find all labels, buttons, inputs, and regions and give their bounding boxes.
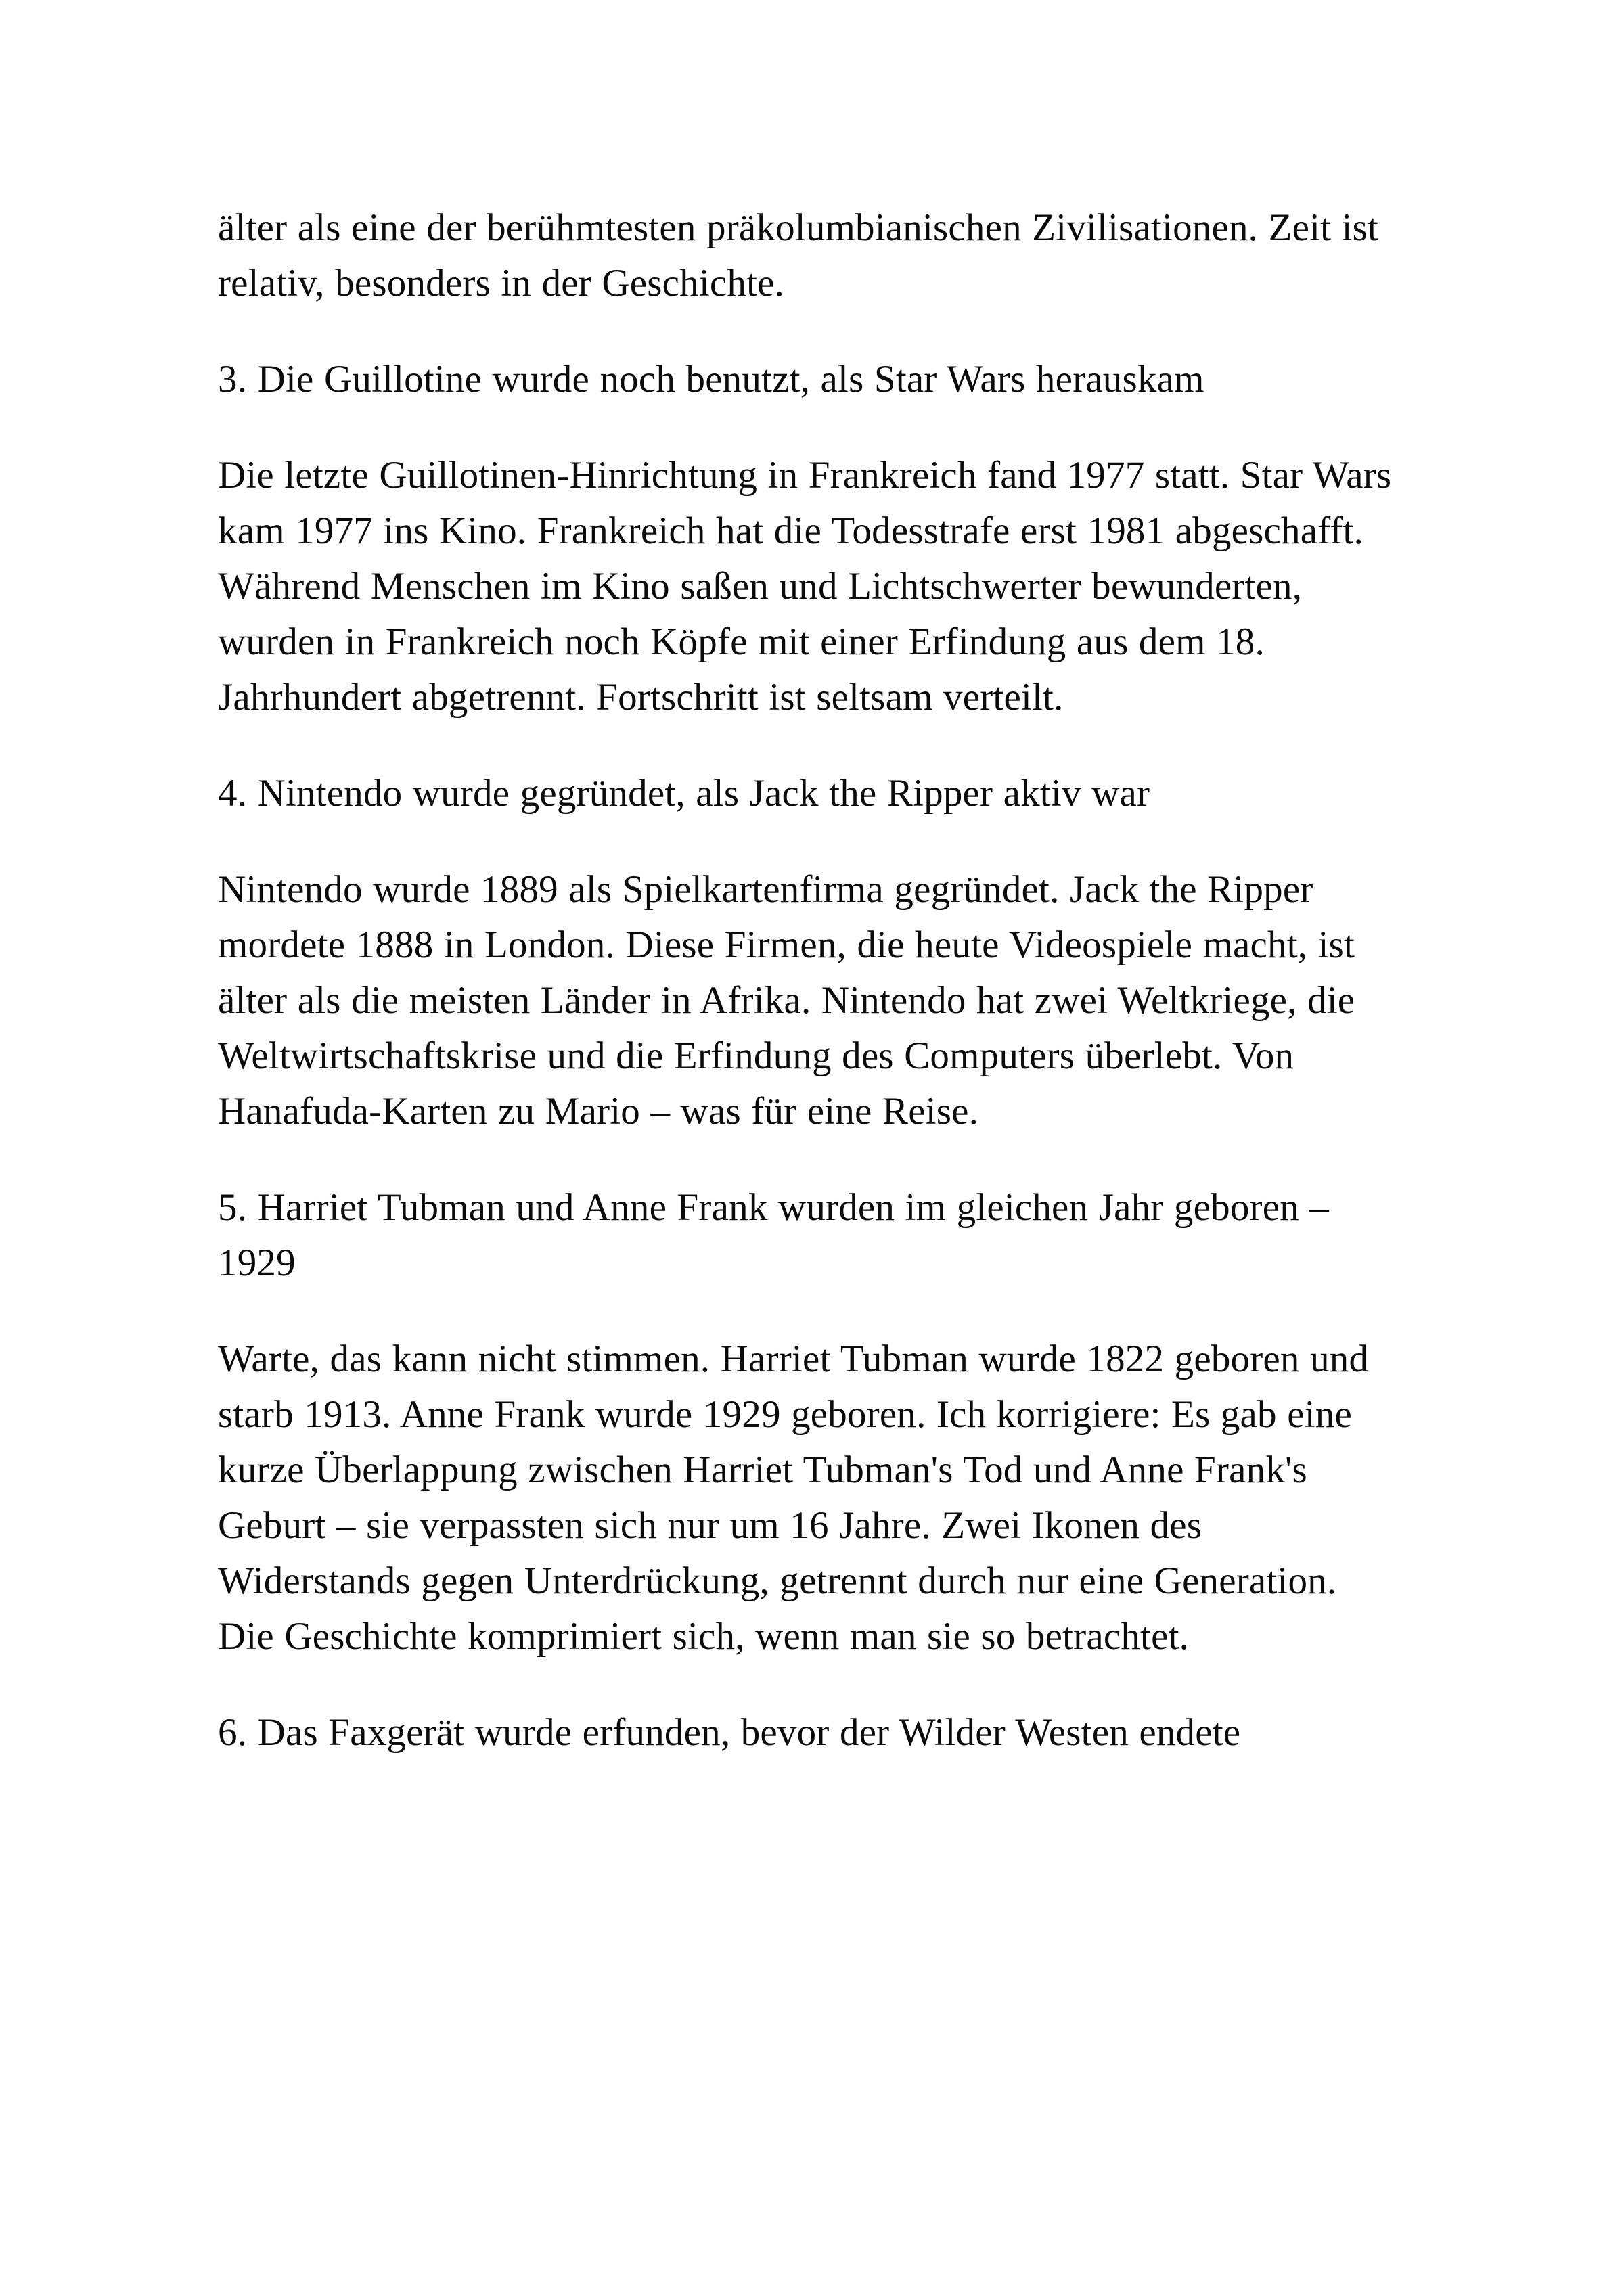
list-item-6-heading: 6. Das Faxgerät wurde erfunden, bevor der Wilder Westen endete	[218, 1711, 1241, 1754]
list-item-5-body: Warte, das kann nicht stimmen. Harriet Tubman wurde 1822 geboren und starb 1913. Anne Frank wurde 1929 geboren. Ich korrigiere: Es gab eine kurze Überlappung zwischen Harriet Tubman's Tod und Anne Frank's Geburt – sie verpassten sich nur um 16 Jahre. Zwei Ikonen des Widerstands gegen Unterdrückung, getrennt durch nur eine Generation. Die Geschichte komprimiert sich, wenn man sie so betrachtet.	[218, 1338, 1369, 1658]
article-text	[218, 200, 1402, 1760]
list-item-4-body: Nintendo wurde 1889 als Spielkartenfirma gegründet. Jack the Ripper mordete 1888 in London. Diese Firmen, die heute Videospiele macht, ist älter als die meisten Länder in Afrika. Nintendo hat zwei Weltkriege, die Weltwirtschaftskrise und die Erfindung des Computers überlebt. Von Hanafuda-Karten zu Mario – was für eine Reise.	[218, 868, 1355, 1133]
paragraph-continuation: älter als eine der berühmtesten präkolumbianischen Zivilisationen. Zeit ist relativ, besonders in der Geschichte.	[218, 206, 1379, 304]
list-item-3-body: Die letzte Guillotinen-Hinrichtung in Frankreich fand 1977 statt. Star Wars kam 1977 ins Kino. Frankreich hat die Todesstrafe erst 1981 abgeschafft. Während Menschen im Kino saßen und Lichtschwerter bewunderten, wurden in Frankreich noch Köpfe mit einer Erfindung aus dem 18. Jahrhundert abgetrennt. Fortschritt ist seltsam verteilt.	[218, 454, 1392, 719]
list-item-5-heading: 5. Harriet Tubman und Anne Frank wurden im gleichen Jahr geboren – 1929	[218, 1186, 1330, 1284]
list-item-3-heading: 3. Die Guillotine wurde noch benutzt, als Star Wars herauskam	[218, 358, 1204, 401]
list-item-4-heading: 4. Nintendo wurde gegründet, als Jack the Ripper aktiv war	[218, 772, 1150, 815]
